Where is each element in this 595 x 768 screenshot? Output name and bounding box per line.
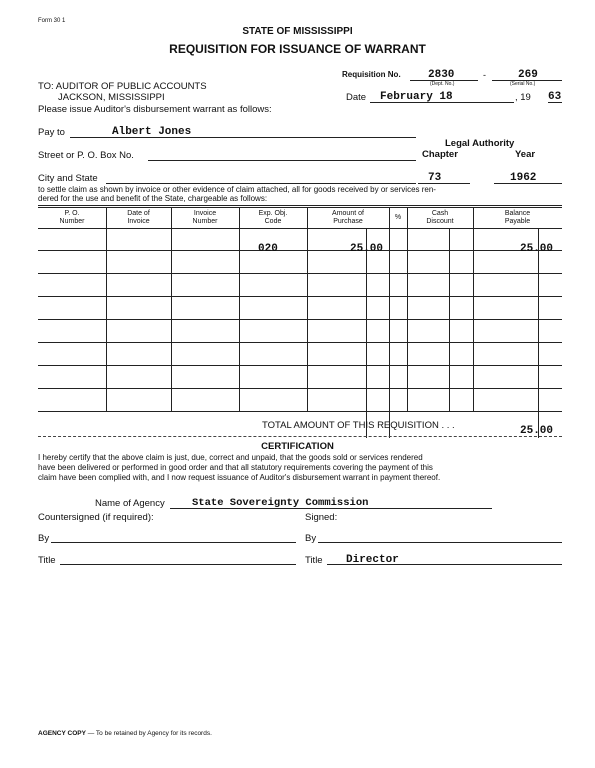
row1-amount: 25.00 <box>350 243 384 255</box>
form-number: Form 30 1 <box>38 18 66 24</box>
col-header-discount: Cash Discount <box>426 210 454 225</box>
certification-title: CERTIFICATION <box>261 441 334 452</box>
date-value: February 18 <box>380 91 453 103</box>
city-label: City and State <box>38 173 98 184</box>
by-label-left: By <box>38 533 50 544</box>
row1-code: 020 <box>258 243 278 255</box>
row1-balance: 25.00 <box>520 243 554 255</box>
footer-bold: AGENCY COPY <box>38 730 86 737</box>
by-label-right: By <box>305 533 317 544</box>
col-header-po: P. O. Number <box>59 210 85 225</box>
year-label: Year <box>515 149 536 160</box>
col-header-amount: Amount of Purchase <box>332 210 364 225</box>
form-title: REQUISITION FOR ISSUANCE OF WARRANT <box>169 42 426 56</box>
total-value: 25.00 <box>520 425 554 437</box>
chapter-label: Chapter <box>422 149 458 160</box>
dept-caption: (Dept. No.) <box>430 81 455 87</box>
title-label-right: Title <box>305 555 323 566</box>
col-header-date: Date of Invoice <box>127 210 150 225</box>
cert-line-1: I hereby certify that the above claim is just, due, correct and unpaid, that the goods sold or services rendered <box>38 453 423 462</box>
street-label: Street or P. O. Box No. <box>38 150 134 161</box>
year-value: 63 <box>548 91 562 103</box>
legal-year-value: 1962 <box>510 172 537 184</box>
serial-caption: (Serial No.) <box>510 81 536 87</box>
cert-line-2: have been delivered or performed in good order and that all statutory requirements covering the payment of this <box>38 463 433 472</box>
agency-label: Name of Agency <box>95 498 165 509</box>
to-auditor: TO: AUDITOR OF PUBLIC ACCOUNTS <box>38 81 207 92</box>
settle-text-1: to settle claim as shown by invoice or other evidence of claim attached, all for goods received by or services ren- <box>38 185 436 194</box>
to-city: JACKSON, MISSISSIPPI <box>58 92 165 103</box>
footer-text: — To be retained by Agency for its records. <box>85 730 212 737</box>
requisition-label: Requisition No. <box>342 70 401 79</box>
countersigned-label: Countersigned (if required): <box>38 512 154 523</box>
dept-number: 2830 <box>428 69 455 81</box>
state-heading: STATE OF MISSISSIPPI <box>242 26 353 37</box>
col-header-balance: Balance Payable <box>504 210 531 225</box>
title-label-left: Title <box>38 555 56 566</box>
col-header-percent: % <box>394 214 402 221</box>
footer-note <box>38 730 212 737</box>
serial-number: 269 <box>518 69 538 81</box>
total-label: TOTAL AMOUNT OF THIS REQUISITION . . . <box>262 420 455 431</box>
legal-authority: Legal Authority <box>445 138 515 149</box>
chapter-value: 73 <box>428 172 442 184</box>
col-header-code: Exp. Obj. Code <box>258 210 288 225</box>
year-prefix: , 19 <box>515 92 531 103</box>
agency-value: State Sovereignty Commission <box>192 497 369 509</box>
date-label: Date <box>346 92 367 103</box>
col-header-invoice: Invoice Number <box>192 210 218 225</box>
pay-to-label: Pay to <box>38 127 65 138</box>
pay-to-value: Albert Jones <box>112 126 192 138</box>
cert-line-3: claim have been complied with, and I now request issuance of Auditor's disbursement warrant in payment thereof. <box>38 473 441 482</box>
please-issue: Please issue Auditor's disbursement warrant as follows: <box>38 104 272 115</box>
settle-text-2: dered for the use and benefit of the State, chargeable as follows: <box>38 194 268 203</box>
title-value: Director <box>346 554 399 566</box>
signed-label: Signed: <box>305 512 338 523</box>
